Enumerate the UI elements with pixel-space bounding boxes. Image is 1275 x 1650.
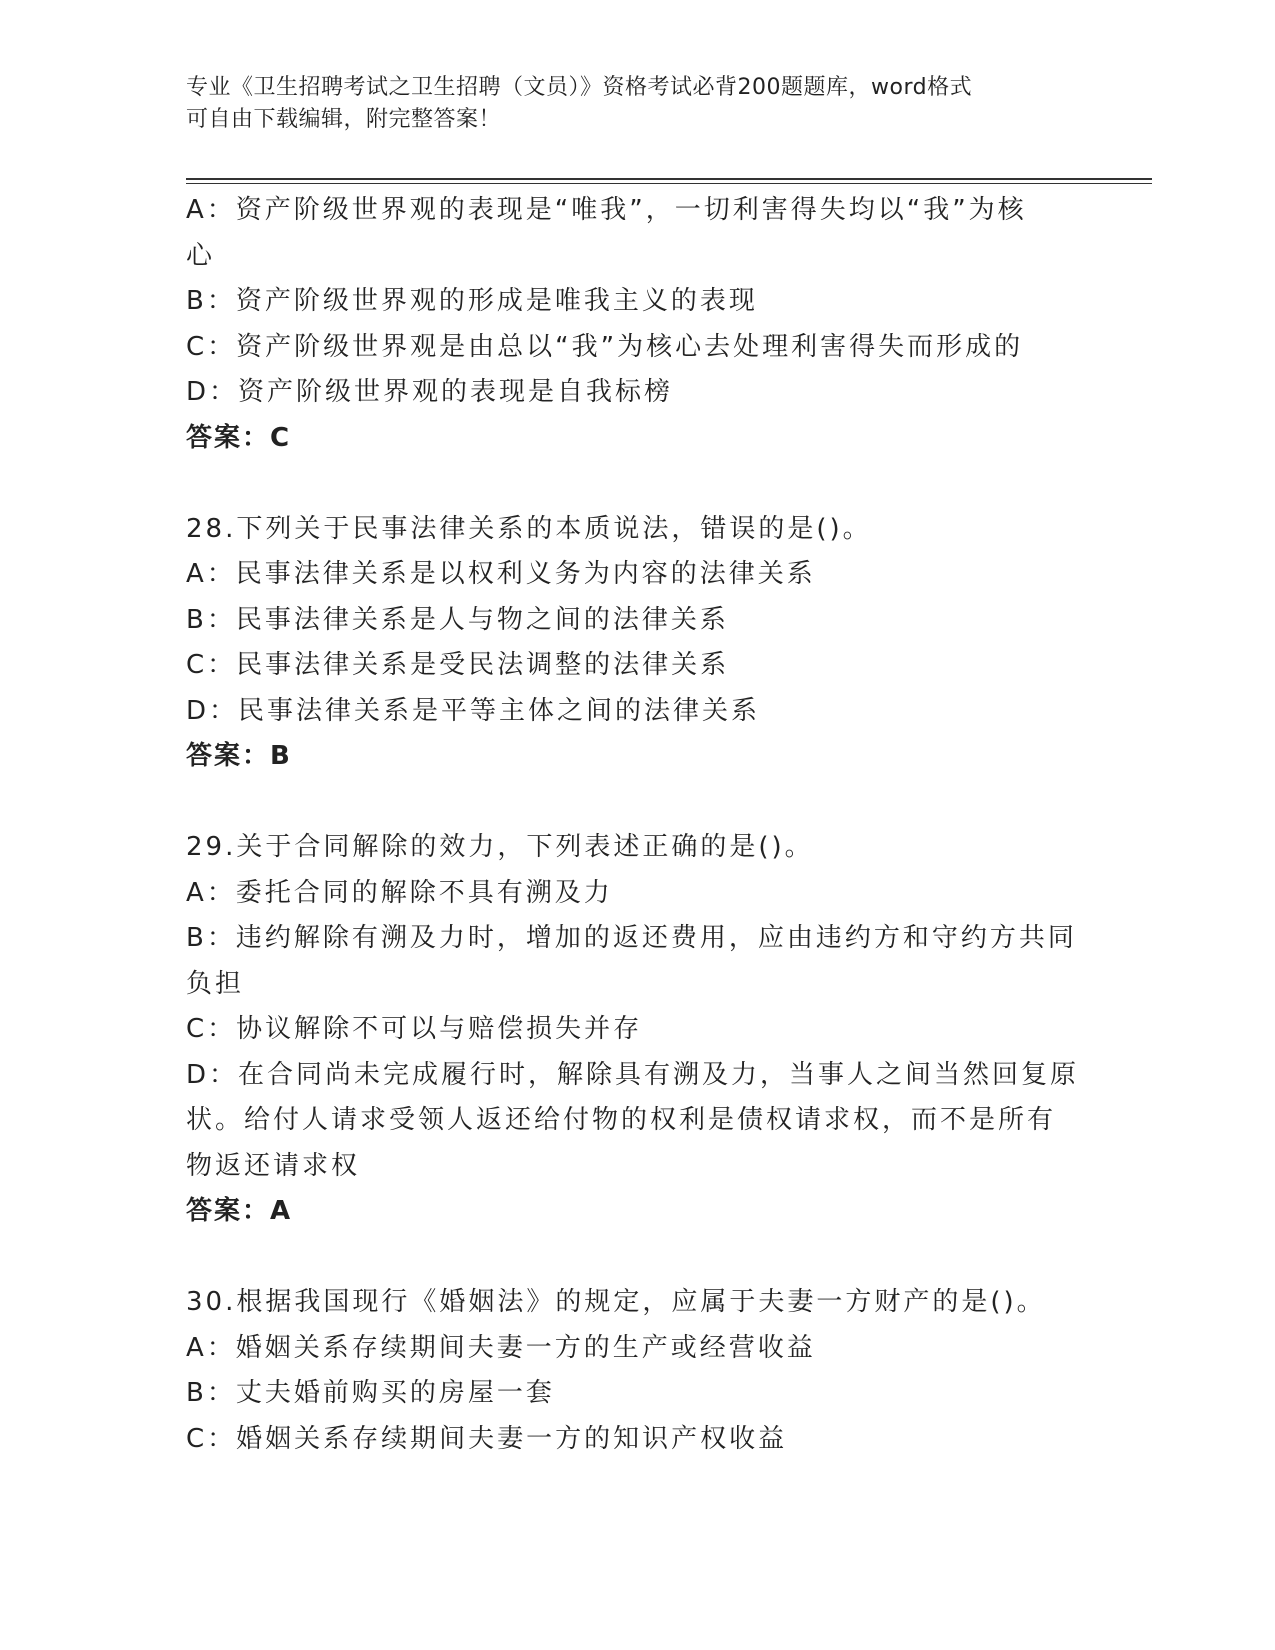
header-line-1: 专业《卫生招聘考试之卫生招聘（文员）》资格考试必背200题题库，word格式	[186, 75, 973, 100]
header-rule-thin	[186, 183, 1152, 184]
option-d: D：民事法律关系是平等主体之间的法律关系	[186, 695, 761, 726]
question-27-continued	[186, 188, 1086, 461]
option-c: C：婚姻关系存续期间夫妻一方的知识产权收益	[186, 1423, 788, 1454]
option-a: A：委托合同的解除不具有溯及力	[186, 877, 613, 908]
option-d-continued: 状。给付人请求受领人返还给付物的权利是债权请求权，而不是所有	[186, 1105, 1057, 1135]
header-rule-thick	[186, 178, 1152, 180]
option-a: A：婚姻关系存续期间夫妻一方的生产或经营收益	[186, 1332, 816, 1363]
option-a: A：民事法律关系是以权利义务为内容的法律关系	[186, 559, 816, 589]
answer: 答案：C	[186, 422, 292, 453]
spacer	[186, 1235, 1086, 1281]
question-stem: 29.关于合同解除的效力，下列表述正确的是()。	[186, 832, 814, 862]
option-b: B：资产阶级世界观的形成是唯我主义的表现	[186, 286, 758, 316]
document-header	[186, 72, 1066, 136]
question-stem: 28.下列关于民事法律关系的本质说法，错误的是()。	[186, 513, 872, 544]
option-b: B：丈夫婚前购买的房屋一套	[186, 1378, 555, 1408]
option-c: C：民事法律关系是受民法调整的法律关系	[186, 650, 730, 680]
option-b: B：违约解除有溯及力时，增加的返还费用，应由违约方和守约方共同	[186, 923, 1077, 953]
spacer	[186, 780, 1086, 826]
option-d: D：在合同尚未完成履行时，解除具有溯及力，当事人之间当然回复原	[186, 1059, 1080, 1090]
option-a-continued: 心	[186, 240, 216, 271]
question-stem: 30.根据我国现行《婚姻法》的规定，应属于夫妻一方财产的是()。	[186, 1287, 1046, 1317]
option-c: C：资产阶级世界观是由总以“我”为核心去处理利害得失而形成的	[186, 331, 1024, 362]
option-b: B：民事法律关系是人与物之间的法律关系	[186, 604, 729, 635]
question-content	[186, 188, 1086, 1462]
option-b-continued: 负担	[186, 968, 245, 999]
question-30	[186, 1280, 1086, 1462]
header-line-2: 可自由下载编辑，附完整答案！	[186, 107, 502, 132]
option-a: A：资产阶级世界观的表现是“唯我”，一切利害得失均以“我”为核	[186, 195, 1027, 225]
option-d: D：资产阶级世界观的表现是自我标榜	[186, 377, 674, 407]
question-29	[186, 825, 1086, 1235]
question-28	[186, 507, 1086, 780]
spacer	[186, 461, 1086, 507]
option-d-continued: 物返还请求权	[186, 1150, 361, 1181]
option-c: C：协议解除不可以与赔偿损失并存	[186, 1014, 643, 1044]
answer: 答案：B	[186, 741, 292, 771]
answer: 答案：A	[186, 1196, 293, 1226]
